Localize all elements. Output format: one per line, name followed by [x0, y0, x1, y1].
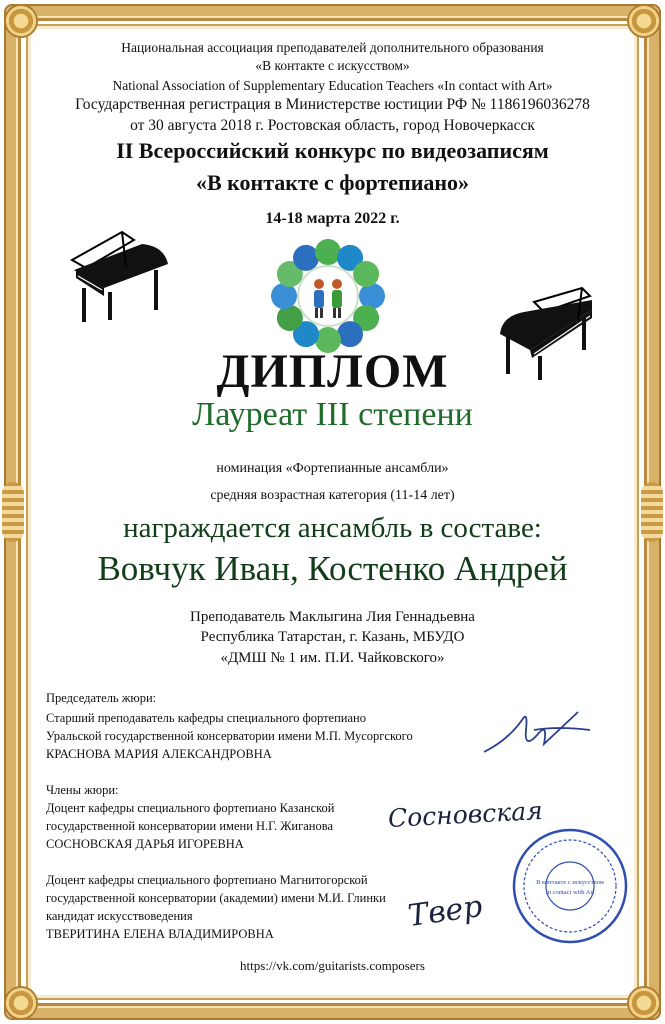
grand-piano-left-icon [64, 226, 174, 326]
jury-chair-position: Старший преподаватель кафедры специального фортепиано [46, 711, 366, 725]
corner-ornament [627, 986, 661, 1020]
stamp-center-ru: В контакте с искусством [536, 879, 604, 886]
teacher-school: «ДМШ № 1 им. П.И. Чайковского» [220, 650, 445, 666]
header-line-name-en: National Association of Supplementary Education Teachers «In contact with Art» [112, 78, 553, 93]
jury-member2-name: ТВЕРИТИНА ЕЛЕНА ВЛАДИМИРОВНА [46, 927, 274, 941]
jury-member2-degree: кандидат искусствоведения [46, 909, 193, 923]
signature-chair [478, 700, 598, 760]
teacher-region: Республика Татарстан, г. Казань, МБУДО [200, 629, 465, 645]
logo-petal [315, 239, 341, 265]
corner-ornament [627, 4, 661, 38]
signature-member2: Твер [405, 888, 485, 935]
jury-member1-position: Доцент кафедры специального фортепиано Казанской [46, 801, 335, 815]
contest-title: II Всероссийский конкурс по видеозаписям [116, 138, 549, 163]
teacher-name: Преподаватель Маклыгина Лия Геннадьевна [190, 609, 475, 625]
header-line-association: Национальная ассоциация преподавателей дополнительного образования [121, 40, 544, 55]
corner-ornament [4, 4, 38, 38]
jury-member1-institution: государственной консерватории имени Н.Г. Жиганова [46, 819, 334, 833]
age-category: средняя возрастная категория (11-14 лет) [210, 488, 455, 503]
contest-subtitle: «В контакте с фортепиано» [195, 170, 470, 195]
corner-ornament [4, 986, 38, 1020]
footer-url[interactable]: https://vk.com/guitarists.composers [240, 958, 425, 973]
jury-chair-name: КРАСНОВА МАРИЯ АЛЕКСАНДРОВНА [46, 747, 272, 761]
header-line-name-ru: «В контакте с искусством» [255, 58, 410, 73]
logo-petal [359, 283, 385, 309]
participant-names: Вовчук Иван, Костенко Андрей [97, 549, 568, 588]
nomination: номинация «Фортепианные ансамбли» [216, 461, 449, 476]
laureate-degree: Лауреат III степени [192, 396, 473, 433]
signature-member1: Сосновская [387, 795, 544, 834]
awarded-text: награждается ансамбль в составе: [123, 512, 542, 544]
logo-petal [293, 245, 319, 271]
contest-dates: 14-18 марта 2022 г. [265, 210, 400, 227]
jury-member2-position: Доцент кафедры специального фортепиано Магнитогорской [46, 873, 368, 887]
jury-chair-label: Председатель жюри: [46, 691, 157, 705]
jury-chair-institution: Уральской государственной консерватории имени М.П. Мусоргского [46, 729, 413, 743]
logo-petal [353, 261, 379, 287]
diploma-heading: ДИПЛОМ [216, 345, 449, 398]
jury-member2-institution: государственной консерватории (академии) имени М.И. Глинки [46, 891, 386, 905]
jury-member1-name: СОСНОВСКАЯ ДАРЬЯ ИГОРЕВНА [46, 837, 244, 851]
stamp-center-en: In contact with Art [545, 889, 595, 896]
header-line-registration: Государственная регистрация в Министерстве юстиции РФ № 1186196036278 [75, 96, 590, 113]
jury-members-label: Члены жюри: [46, 783, 119, 797]
logo-petal [271, 283, 297, 309]
header-line-date-place: от 30 августа 2018 г. Ростовская область, город Новочеркасск [130, 117, 535, 134]
official-stamp [510, 826, 630, 946]
logo-petal [277, 305, 303, 331]
contest-logo [268, 236, 388, 356]
